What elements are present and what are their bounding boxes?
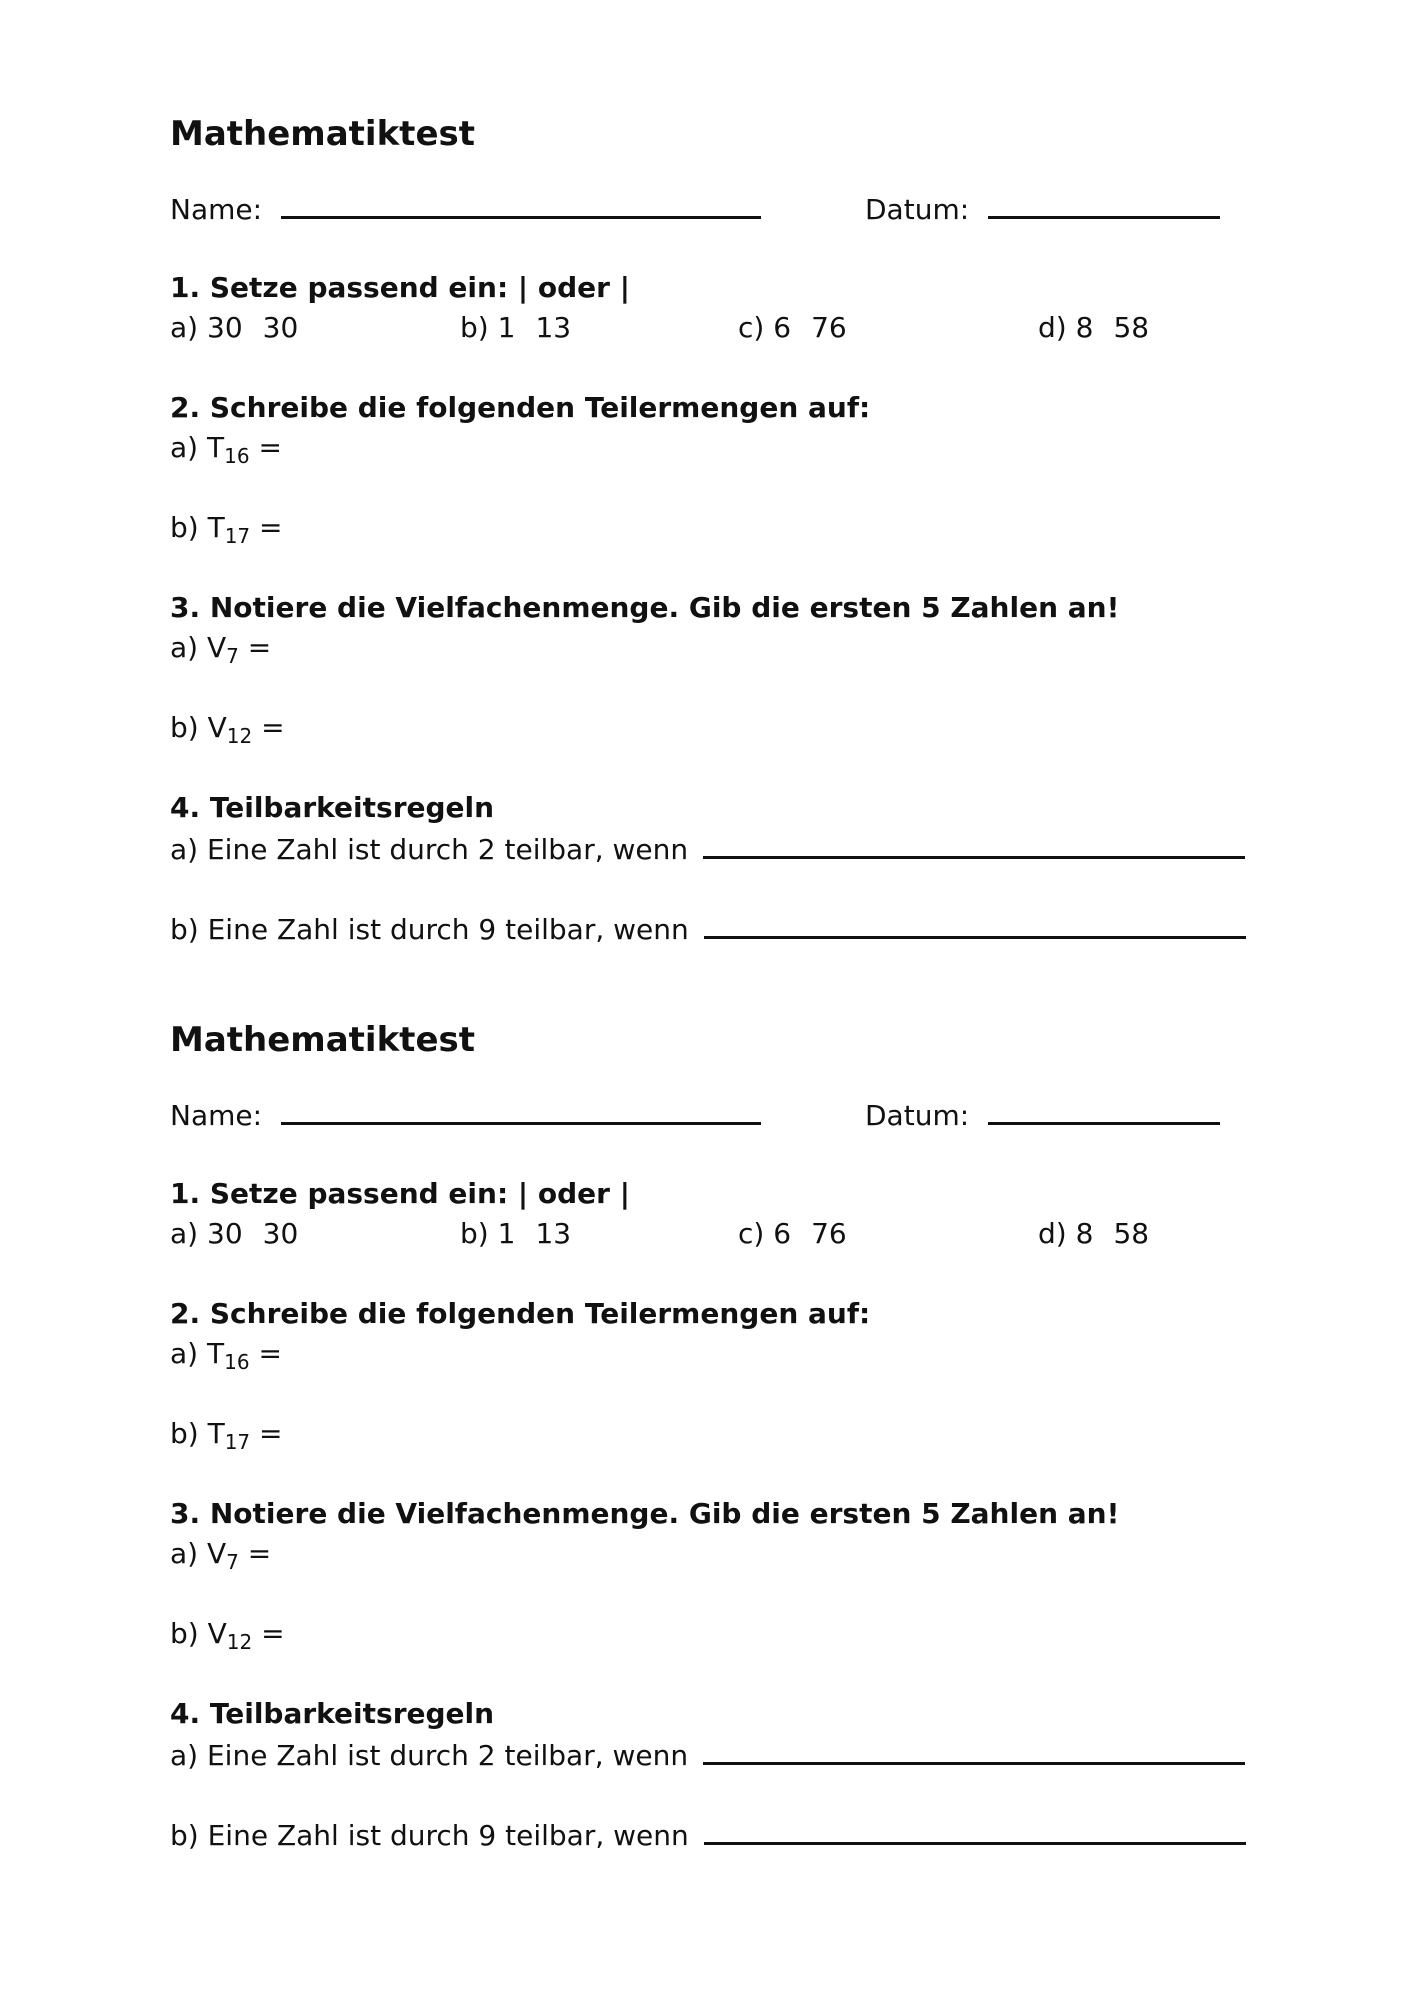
q2-heading: 2. Schreibe die folgenden Teilermengen auf:: [170, 1297, 871, 1330]
test-title: Mathematiktest: [170, 114, 475, 154]
name-label: Name:: [170, 193, 263, 226]
q2-item-b: b) $T_{17}$ =: [170, 1417, 283, 1454]
name-row: [170, 190, 761, 228]
q1-item-b: b) 1 13: [460, 311, 572, 344]
q3-heading: 3. Notiere die Vielfachenmenge. Gib die ersten 5 Zahlen an!: [170, 1497, 1120, 1530]
q1-item-a: a) 30 30: [170, 1217, 299, 1250]
q4-heading: 4. Teilbarkeitsregeln: [170, 1697, 495, 1730]
q2-item-b: b) $T_{17}$ =: [170, 511, 283, 548]
q4-heading: 4. Teilbarkeitsregeln: [170, 791, 495, 824]
q2-heading: 2. Schreibe die folgenden Teilermengen auf:: [170, 391, 871, 424]
q4-item-a: a) Eine Zahl ist durch 2 teilbar, wenn: [170, 1736, 1245, 1774]
q3-item-a: a) $V_7$ =: [170, 1537, 272, 1574]
name-label: Name:: [170, 1099, 263, 1132]
date-blank-line[interactable]: [988, 1096, 1220, 1125]
q2-item-a: a) $T_{16}$ =: [170, 431, 282, 468]
q4-a-blank-line[interactable]: [703, 830, 1245, 859]
name-blank-line[interactable]: [281, 190, 761, 219]
name-row: [170, 1096, 761, 1134]
q3-item-b: b) $V_{12}$ =: [170, 1617, 285, 1654]
q4-item-b: b) Eine Zahl ist durch 9 teilbar, wenn: [170, 1816, 1246, 1854]
q3-item-b: b) $V_{12}$ =: [170, 711, 285, 748]
q1-item-b: b) 1 13: [460, 1217, 572, 1250]
date-blank-line[interactable]: [988, 190, 1220, 219]
date-label: Datum:: [865, 193, 970, 226]
q1-item-d: d) 8 58: [1038, 311, 1150, 344]
q1-heading: 1. Setze passend ein: | oder |: [170, 271, 630, 304]
q4-item-a: a) Eine Zahl ist durch 2 teilbar, wenn: [170, 830, 1245, 868]
q2-item-a: a) $T_{16}$ =: [170, 1337, 282, 1374]
q3-heading: 3. Notiere die Vielfachenmenge. Gib die ersten 5 Zahlen an!: [170, 591, 1120, 624]
q3-item-a: a) $V_7$ =: [170, 631, 272, 668]
q4-b-blank-line[interactable]: [704, 1816, 1246, 1845]
date-label: Datum:: [865, 1099, 970, 1132]
q1-item-c: c) 6 76: [738, 311, 847, 344]
q1-item-d: d) 8 58: [1038, 1217, 1150, 1250]
name-blank-line[interactable]: [281, 1096, 761, 1125]
q1-items: [170, 310, 1270, 346]
test-sheet-2: [0, 906, 1414, 1906]
q1-item-c: c) 6 76: [738, 1217, 847, 1250]
q1-heading: 1. Setze passend ein: | oder |: [170, 1177, 630, 1210]
q1-item-a: a) 30 30: [170, 311, 299, 344]
test-title: Mathematiktest: [170, 1020, 475, 1060]
q4-a-blank-line[interactable]: [703, 1736, 1245, 1765]
q1-items: [170, 1216, 1270, 1252]
q4-item-b: b) Eine Zahl ist durch 9 teilbar, wenn: [170, 910, 1246, 948]
date-row: [865, 1096, 1220, 1134]
date-row: [865, 190, 1220, 228]
